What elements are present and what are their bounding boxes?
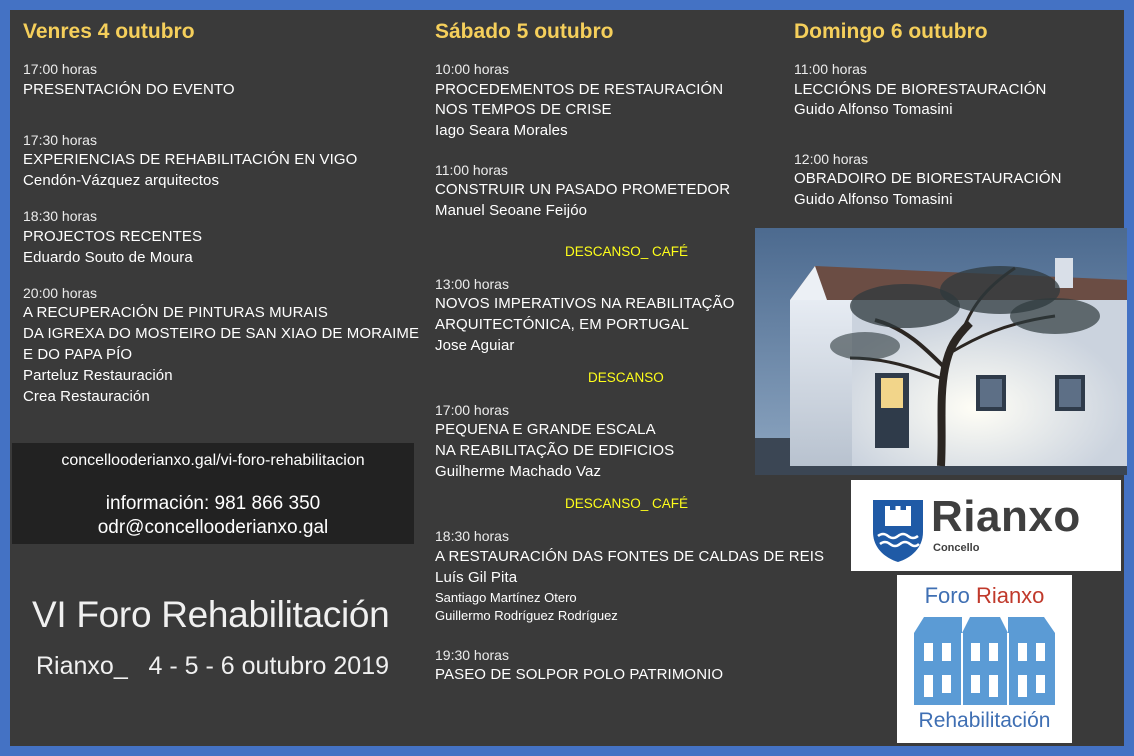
contact-info-box [12, 443, 414, 544]
day-heading-saturday: Sábado 5 outubro [435, 20, 614, 43]
event-title: CONSTRUIR UN PASADO PROMETEDOR [435, 181, 731, 198]
phone-info: información: 981 866 350 [105, 493, 321, 514]
event-time: 13:00 horas [435, 276, 509, 292]
event-title: A RECUPERACIÓN DE PINTURAS MURAIS [23, 304, 329, 321]
event-speaker: Eduardo Souto de Moura [23, 249, 193, 266]
event-title: NA REABILITAÇÃO DE EDIFICIOS [435, 442, 675, 459]
foro-rianxo-logo [897, 575, 1072, 743]
break-coffee-1: DESCANSO_ CAFÉ [565, 244, 689, 259]
event-time: 18:30 horas [23, 208, 97, 224]
event-title: ARQUITECTÓNICA, EM PORTUGAL [435, 316, 690, 333]
event-title: PROCEDEMENTOS DE RESTAURACIÓN [435, 81, 724, 98]
event-title: PRESENTACIÓN DO EVENTO [23, 81, 235, 98]
day-heading-friday: Venres 4 outubro [23, 20, 195, 43]
concello-sub: Concello [933, 542, 980, 554]
event-title: PASEO DE SOLPOR POLO PATRIMONIO [435, 666, 724, 683]
event-title: EXPERIENCIAS DE REHABILITACIÓN EN VIGO [23, 151, 358, 168]
event-speaker: Iago Seara Morales [435, 122, 568, 139]
event-time: 17:30 horas [23, 132, 97, 148]
website-link[interactable]: concellooderianxo.gal/vi-foro-rehabilitacion [61, 452, 365, 469]
event-title: LECCIÓNS DE BIORESTAURACIÓN [794, 81, 1047, 98]
house-photo [755, 228, 1127, 475]
event-time: 17:00 horas [23, 61, 97, 77]
event-title: OBRADOIRO DE BIORESTAURACIÓN [794, 170, 1062, 187]
foro-logo-rehabilitacion: Rehabilitación [918, 709, 1051, 732]
event-title: PROJECTOS RECENTES [23, 228, 203, 245]
event-speaker: Guillermo Rodríguez Rodríguez [435, 608, 618, 623]
houses-icon [912, 615, 1057, 707]
break-coffee-2: DESCANSO_ CAFÉ [565, 496, 689, 511]
event-title: E DO PAPA PÍO [23, 346, 133, 363]
event-time: 20:00 horas [23, 285, 97, 301]
concello-rianxo-logo [851, 480, 1121, 571]
event-title-main: VI Foro Rehabilitación [32, 594, 390, 635]
concello-name: Rianxo [931, 492, 1081, 541]
email-link[interactable]: odr@concellooderianxo.gal [97, 517, 329, 538]
event-time: 17:00 horas [435, 402, 509, 418]
event-time: 18:30 horas [435, 528, 509, 544]
event-speaker: Santiago Martínez Otero [435, 590, 577, 605]
event-time: 11:00 horas [435, 162, 508, 178]
event-speaker: Guido Alfonso Tomasini [794, 101, 953, 118]
event-title: A RESTAURACIÓN DAS FONTES DE CALDAS DE REIS [435, 548, 825, 565]
event-speaker: Jose Aguiar [435, 337, 515, 354]
event-title: DA IGREXA DO MOSTEIRO DE SAN XIAO DE MORAIME [23, 325, 420, 342]
event-speaker: Crea Restauración [23, 388, 150, 405]
event-time: 12:00 horas [794, 151, 868, 167]
event-speaker: Cendón-Vázquez arquitectos [23, 172, 220, 189]
event-speaker: Manuel Seoane Feijóo [435, 202, 588, 219]
event-title: PEQUENA E GRANDE ESCALA [435, 421, 656, 438]
event-title: NOVOS IMPERATIVOS NA REABILITAÇÃO [435, 295, 735, 312]
event-speaker: Guido Alfonso Tomasini [794, 191, 953, 208]
foro-logo-word-foro: Foro [924, 583, 970, 608]
event-speaker: Guilherme Machado Vaz [435, 463, 602, 480]
event-speaker: Luís Gil Pita [435, 569, 518, 586]
event-dates: Rianxo_ 4 - 5 - 6 outubro 2019 [36, 652, 390, 680]
event-speaker: Parteluz Restauración [23, 367, 173, 384]
event-time: 19:30 horas [435, 647, 509, 663]
house-photo-image [755, 228, 1127, 475]
event-time: 10:00 horas [435, 61, 509, 77]
event-title: NOS TEMPOS DE CRISE [435, 101, 612, 118]
event-time: 11:00 horas [794, 61, 867, 77]
foro-logo-word-rianxo: Rianxo [975, 583, 1045, 608]
day-heading-sunday: Domingo 6 outubro [794, 20, 988, 43]
break: DESCANSO [588, 370, 664, 385]
